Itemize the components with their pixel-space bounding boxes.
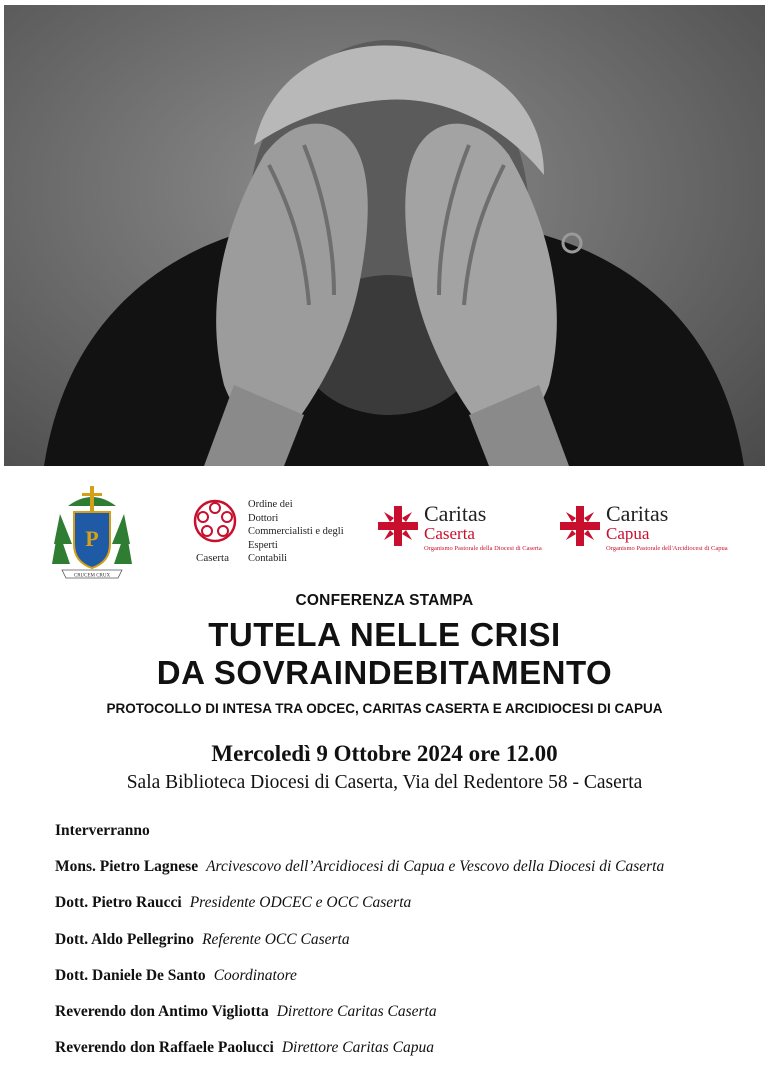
speaker-role: Coordinatore bbox=[213, 966, 297, 984]
caritas-caserta-subtitle: Organismo Pastorale della Diocesi di Caserta bbox=[424, 545, 542, 552]
press-conference-label: CONFERENZA STAMPA bbox=[295, 592, 474, 609]
svg-text:P: P bbox=[85, 526, 99, 551]
speaker-name: Dott. Aldo Pellegrino bbox=[55, 930, 195, 948]
crest-motto: CRUCEM CRUX bbox=[73, 573, 111, 579]
speaker-name: Mons. Pietro Lagnese bbox=[55, 858, 199, 875]
speaker-role: Referente OCC Caserta bbox=[202, 930, 350, 948]
speaker-name: Reverendo don Antimo Vigliotta bbox=[55, 1003, 269, 1021]
event-date: Mercoledì 9 Ottobre 2024 ore 12.00 bbox=[211, 741, 558, 766]
protocol-subtitle: PROTOCOLLO DI INTESA TRA ODCEC, CARITAS CASERTA E ARCIDIOCESI DI CAPUA bbox=[106, 701, 663, 716]
speaker-item bbox=[55, 967, 755, 1003]
caritas-capua-city: Capua bbox=[606, 524, 650, 543]
title-line-1: TUTELA NELLE CRISI bbox=[208, 616, 561, 653]
photo-illustration bbox=[4, 5, 765, 466]
odcec-line-2: Dottori bbox=[248, 512, 279, 524]
odcec-line-1: Ordine dei bbox=[248, 499, 293, 510]
speaker-item bbox=[55, 1003, 755, 1039]
caritas-cross-icon bbox=[376, 504, 420, 548]
speakers-list bbox=[55, 822, 755, 1076]
speaker-role: Direttore Caritas Capua bbox=[281, 1039, 434, 1057]
speaker-item bbox=[55, 894, 755, 930]
odcec-line-4: Esperti bbox=[248, 539, 278, 551]
header-photo bbox=[4, 5, 765, 466]
speaker-item bbox=[55, 1039, 755, 1075]
caritas-capua-name: Caritas bbox=[606, 501, 669, 526]
speaker-item bbox=[55, 931, 755, 967]
odcec-line-5: Contabili bbox=[248, 553, 288, 564]
odcec-name bbox=[248, 498, 344, 566]
odcec-logo bbox=[188, 498, 363, 573]
speaker-role: Presidente ODCEC e OCC Caserta bbox=[189, 894, 412, 912]
caritas-capua-subtitle: Organismo Pastorale dell'Arcidiocesi di Capua bbox=[606, 545, 728, 552]
caritas-capua-logo bbox=[556, 500, 731, 560]
speaker-name: Reverendo don Raffaele Paolucci bbox=[55, 1039, 274, 1057]
speaker-item bbox=[55, 858, 755, 894]
archdiocese-crest bbox=[52, 484, 132, 584]
speaker-role: Direttore Caritas Caserta bbox=[276, 1003, 437, 1021]
title-line-2: DA SOVRAINDEBITAMENTO bbox=[156, 654, 613, 691]
speaker-role: Arcivescovo dell’Arcidiocesi di Capua e Vescovo della Diocesi di Caserta bbox=[206, 858, 665, 875]
caritas-caserta-logo bbox=[374, 500, 549, 560]
odcec-ring-icon bbox=[192, 498, 238, 544]
logo-row bbox=[0, 478, 769, 588]
odcec-line-3: Commercialisti e degli bbox=[248, 526, 344, 537]
caritas-cross-icon bbox=[558, 504, 602, 548]
caritas-caserta-name: Caritas bbox=[424, 501, 487, 526]
speaker-name: Dott. Daniele De Santo bbox=[55, 966, 206, 984]
speakers-title: Interverranno bbox=[55, 822, 150, 839]
crest-icon bbox=[52, 484, 132, 584]
event-place: Sala Biblioteca Diocesi di Caserta, Via del Redentore 58 - Caserta bbox=[126, 772, 643, 793]
odcec-city: Caserta bbox=[196, 552, 229, 564]
caritas-caserta-city: Caserta bbox=[424, 524, 475, 543]
speaker-name: Dott. Pietro Raucci bbox=[55, 894, 182, 912]
